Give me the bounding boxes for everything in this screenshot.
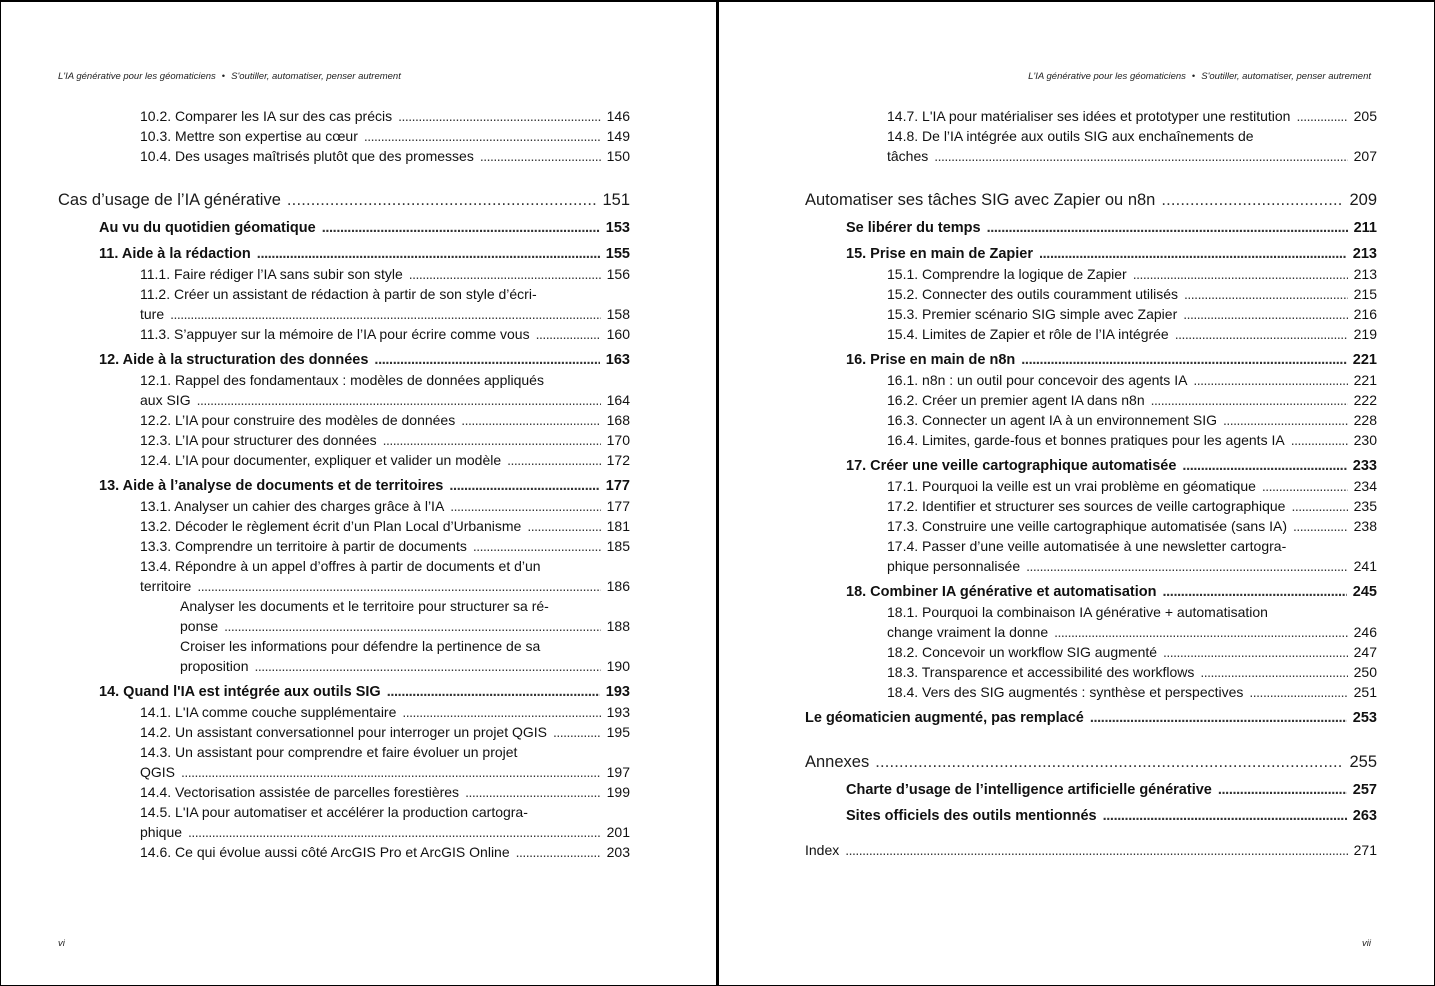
- toc-entry-title: ture: [140, 306, 165, 322]
- dot-leader: [1223, 410, 1348, 430]
- toc-entry-page: 255: [1349, 753, 1377, 771]
- toc-entry-page: 155: [605, 246, 630, 262]
- dot-leader: [374, 350, 599, 370]
- toc-entry-page: 149: [606, 128, 630, 144]
- toc-entry-page: 230: [1353, 432, 1377, 448]
- toc-entry[interactable]: [805, 476, 1377, 496]
- toc-entry-title: aux SIG: [140, 392, 191, 408]
- toc-entry-title-line: 17.4. Passer d’une veille automatisée à une newsletter cartogra-: [887, 538, 1287, 554]
- toc-entry-title: 12.3. L’IA pour structurer des données: [140, 432, 377, 448]
- toc-entry-page: 181: [606, 518, 630, 534]
- dot-leader: [875, 750, 1343, 774]
- dot-leader: [181, 762, 601, 782]
- toc-entry[interactable]: [58, 218, 630, 238]
- toc-entry-title: QGIS: [140, 764, 176, 780]
- dot-leader: [257, 244, 600, 264]
- toc-entry-title: 15. Prise en main de Zapier: [846, 246, 1033, 262]
- toc-entry-page: 160: [606, 326, 630, 342]
- dot-leader: [1262, 476, 1348, 496]
- toc-entry[interactable]: [805, 188, 1377, 212]
- toc-entry-page: 209: [1349, 191, 1377, 209]
- toc-entry-title: Automatiser ses tâches SIG avec Zapier ou n8n: [805, 191, 1156, 209]
- toc-entry[interactable]: [805, 304, 1377, 324]
- toc-entry-title: tâches: [887, 148, 929, 164]
- toc-entry-title: Index: [805, 842, 840, 858]
- toc-entry-page: 203: [606, 844, 630, 860]
- toc-entry-page: 219: [1353, 326, 1377, 342]
- toc-entry-title-line: Analyser les documents et le territoire pour structurer sa ré-: [180, 598, 549, 614]
- toc-entry[interactable]: [58, 682, 630, 702]
- toc-entry[interactable]: [805, 708, 1377, 728]
- toc-entry-page: 213: [1353, 266, 1377, 282]
- dot-leader: [1163, 642, 1348, 662]
- toc-entry-page: 156: [606, 266, 630, 282]
- header-separator: •: [1191, 71, 1196, 82]
- dot-leader: [473, 536, 601, 556]
- toc-entry-title: phique personnalisée: [887, 558, 1021, 574]
- dot-leader: [480, 146, 601, 166]
- toc-entry[interactable]: [58, 264, 630, 284]
- toc-entry-title: 12. Aide à la structuration des données: [99, 352, 369, 368]
- toc-entry-title: 11.1. Faire rédiger l’IA sans subir son style: [140, 266, 403, 282]
- toc-entry-page: 222: [1353, 392, 1377, 408]
- dot-leader: [1021, 350, 1347, 370]
- dot-leader: [1200, 662, 1347, 682]
- dot-leader: [197, 576, 600, 596]
- dot-leader: [450, 496, 600, 516]
- toc-entry-title: 17.2. Identifier et structurer ses sources de veille cartographique: [887, 498, 1286, 514]
- toc-entry-page: 177: [605, 478, 630, 494]
- toc-entry-title: phique: [140, 824, 183, 840]
- dot-leader: [402, 702, 600, 722]
- toc-entry-title: 14.1. L'IA comme couche supplémentaire: [140, 704, 397, 720]
- dot-leader: [387, 682, 600, 702]
- toc-entry-title: Sites officiels des outils mentionnés: [846, 808, 1097, 824]
- dot-leader: [188, 822, 601, 842]
- toc-entry-title: 14.2. Un assistant conversationnel pour interroger un projet QGIS: [140, 724, 547, 740]
- toc-entry-title: 10.2. Comparer les IA sur des cas précis: [140, 108, 393, 124]
- toc-entry[interactable]: [58, 536, 630, 556]
- toc-entry-page: 213: [1352, 246, 1377, 262]
- toc-entry[interactable]: [58, 450, 630, 470]
- dot-leader: [1249, 682, 1347, 702]
- dot-leader: [287, 188, 597, 212]
- toc-entry[interactable]: [805, 390, 1377, 410]
- toc-entry-title-line: 14.3. Un assistant pour comprendre et faire évoluer un projet: [140, 744, 518, 760]
- toc-entry[interactable]: [58, 476, 630, 496]
- dot-leader: [553, 722, 601, 742]
- toc-entry-title-line: 13.4. Répondre à un appel d’offres à partir de documents et d’un: [140, 558, 541, 574]
- toc-entry-title: 11. Aide à la rédaction: [99, 246, 251, 262]
- toc-entry[interactable]: [58, 146, 630, 166]
- toc-entry[interactable]: [805, 806, 1377, 826]
- dot-leader: [1103, 806, 1347, 826]
- dot-leader: [1039, 244, 1347, 264]
- toc-entry-page: 205: [1353, 108, 1377, 124]
- toc-entry-title: territoire: [140, 578, 192, 594]
- toc-entry[interactable]: [58, 324, 630, 344]
- toc-entry-title: 13. Aide à l’analyse de documents et de territoires: [99, 478, 444, 494]
- toc-entry-page: 193: [605, 684, 630, 700]
- dot-leader: [1175, 324, 1348, 344]
- toc-entry-title: 10.4. Des usages maîtrisés plutôt que des promesses: [140, 148, 474, 164]
- toc-entry-page: 197: [606, 764, 630, 780]
- toc-entry[interactable]: [805, 516, 1377, 536]
- toc-entry[interactable]: [58, 636, 630, 676]
- dot-leader: [1162, 582, 1346, 602]
- toc-entry-page: 164: [606, 392, 630, 408]
- right-page: [719, 0, 1435, 986]
- toc-entry[interactable]: [58, 350, 630, 370]
- toc-entry-title: 15.4. Limites de Zapier et rôle de l’IA intégrée: [887, 326, 1169, 342]
- toc-entry[interactable]: [58, 516, 630, 536]
- toc-entry-page: 234: [1353, 478, 1377, 494]
- toc-entry-title: 16.2. Créer un premier agent IA dans n8n: [887, 392, 1145, 408]
- toc-entry[interactable]: [58, 188, 630, 212]
- toc-entry-title: 16.1. n8n : un outil pour concevoir des agents IA: [887, 372, 1188, 388]
- toc-entry-page: 215: [1353, 286, 1377, 302]
- dot-leader: [845, 840, 1347, 860]
- toc-entry-title: 18.2. Concevoir un workflow SIG augmenté: [887, 644, 1158, 660]
- toc-entry-title: proposition: [180, 658, 249, 674]
- toc-entry-page: 207: [1353, 148, 1377, 164]
- toc-entry[interactable]: [58, 802, 630, 842]
- toc-entry-title: 12.2. L’IA pour construire des modèles de données: [140, 412, 456, 428]
- dot-leader: [934, 146, 1347, 166]
- toc-entry-page: 146: [606, 108, 630, 124]
- toc-entry[interactable]: [58, 596, 630, 636]
- toc-entry-title-line: 12.1. Rappel des fondamentaux : modèles de données appliqués: [140, 372, 544, 388]
- toc-entry-page: 216: [1353, 306, 1377, 322]
- toc-entry[interactable]: [805, 582, 1377, 602]
- toc-entry[interactable]: [805, 456, 1377, 476]
- toc-entry-title: Se libérer du temps: [846, 220, 981, 236]
- toc-entry[interactable]: [805, 662, 1377, 682]
- dot-leader: [1296, 106, 1347, 126]
- toc-entry[interactable]: [805, 536, 1377, 576]
- toc-entry-page: 172: [606, 452, 630, 468]
- toc-entry-page: 271: [1353, 842, 1377, 858]
- dot-leader: [1161, 188, 1343, 212]
- book-subtitle: S'outiller, automatiser, penser autrement: [231, 71, 401, 82]
- toc-entry-page: 221: [1352, 352, 1377, 368]
- toc-entry-page: 199: [606, 784, 630, 800]
- toc-entry[interactable]: [58, 842, 630, 862]
- toc-entry-title: 18.3. Transparence et accessibilité des workflows: [887, 664, 1195, 680]
- table-of-contents: [58, 106, 630, 862]
- toc-entry-title: ponse: [180, 618, 219, 634]
- toc-entry[interactable]: [805, 840, 1377, 860]
- book-title: L'IA générative pour les géomaticiens: [1028, 71, 1186, 82]
- toc-entry[interactable]: [805, 780, 1377, 800]
- toc-entry-page: 245: [1352, 584, 1377, 600]
- toc-entry-page: 186: [606, 578, 630, 594]
- toc-entry-page: 253: [1352, 710, 1377, 726]
- running-head: [58, 71, 401, 82]
- toc-entry-title: 15.2. Connecter des outils couramment utilisés: [887, 286, 1179, 302]
- toc-entry-title-line: 11.2. Créer un assistant de rédaction à partir de son style d’écri-: [140, 286, 537, 302]
- running-head: [1028, 71, 1371, 82]
- toc-entry[interactable]: [805, 106, 1377, 126]
- toc-entry[interactable]: [805, 682, 1377, 702]
- dot-leader: [1026, 556, 1348, 576]
- toc-entry-title: 18.4. Vers des SIG augmentés : synthèse et perspectives: [887, 684, 1244, 700]
- toc-entry-title: 14. Quand l'IA est intégrée aux outils SIG: [99, 684, 381, 700]
- toc-entry[interactable]: [805, 496, 1377, 516]
- book-title: L'IA générative pour les géomaticiens: [58, 71, 216, 82]
- toc-entry-title: 13.1. Analyser un cahier des charges grâce à l’IA: [140, 498, 445, 514]
- toc-entry-title: Cas d’usage de l’IA générative: [58, 191, 281, 209]
- toc-entry-title: Le géomaticien augmenté, pas remplacé: [805, 710, 1084, 726]
- dot-leader: [398, 106, 601, 126]
- toc-entry[interactable]: [805, 410, 1377, 430]
- toc-entry-title: 14.7. L'IA pour matérialiser ses idées et prototyper une restitution: [887, 108, 1291, 124]
- toc-entry-page: 221: [1353, 372, 1377, 388]
- toc-entry-page: 263: [1352, 808, 1377, 824]
- dot-leader: [322, 218, 600, 238]
- toc-entry-page: 190: [606, 658, 630, 674]
- toc-entry-title: 14.6. Ce qui évolue aussi côté ArcGIS Pro et ArcGIS Online: [140, 844, 510, 860]
- dot-leader: [1184, 284, 1348, 304]
- toc-entry-page: 233: [1352, 458, 1377, 474]
- toc-entry-title: 15.1. Comprendre la logique de Zapier: [887, 266, 1127, 282]
- toc-entry[interactable]: [805, 602, 1377, 642]
- header-separator: •: [221, 71, 226, 82]
- dot-leader: [383, 430, 601, 450]
- toc-entry-page: 251: [1353, 684, 1377, 700]
- toc-entry-page: 238: [1353, 518, 1377, 534]
- dot-leader: [1291, 496, 1347, 516]
- toc-entry-page: 257: [1352, 782, 1377, 798]
- toc-entry-title: Charte d’usage de l’intelligence artificielle générative: [846, 782, 1212, 798]
- toc-entry[interactable]: [58, 106, 630, 126]
- dot-leader: [1133, 264, 1348, 284]
- toc-entry-title: Au vu du quotidien géomatique: [99, 220, 316, 236]
- dot-leader: [197, 390, 601, 410]
- toc-entry-title: 10.3. Mettre son expertise au cœur: [140, 128, 358, 144]
- toc-entry[interactable]: [805, 126, 1377, 166]
- dot-leader: [1218, 780, 1347, 800]
- toc-entry-page: 168: [606, 412, 630, 428]
- toc-entry-page: 163: [605, 352, 630, 368]
- toc-entry-page: 153: [605, 220, 630, 236]
- dot-leader: [507, 450, 601, 470]
- toc-entry-title: 12.4. L’IA pour documenter, expliquer et valider un modèle: [140, 452, 502, 468]
- dot-leader: [1193, 370, 1347, 390]
- dot-leader: [987, 218, 1348, 238]
- dot-leader: [536, 324, 601, 344]
- toc-entry[interactable]: [58, 410, 630, 430]
- toc-entry[interactable]: [58, 430, 630, 450]
- toc-entry[interactable]: [805, 218, 1377, 238]
- toc-entry-title: 13.3. Comprendre un territoire à partir de documents: [140, 538, 467, 554]
- toc-entry-page: 201: [606, 824, 630, 840]
- left-page: [0, 0, 716, 986]
- toc-entry-page: 185: [606, 538, 630, 554]
- toc-entry[interactable]: [805, 264, 1377, 284]
- toc-entry-title: 16.3. Connecter un agent IA à un environnement SIG: [887, 412, 1217, 428]
- dot-leader: [1054, 622, 1348, 642]
- toc-entry[interactable]: [805, 430, 1377, 450]
- toc-entry-title: 18. Combiner IA générative et automatisation: [846, 584, 1157, 600]
- dot-leader: [465, 782, 601, 802]
- toc-entry[interactable]: [58, 722, 630, 742]
- toc-entry-title-line: 14.5. L'IA pour automatiser et accélérer la production cartogra-: [140, 804, 528, 820]
- toc-entry-title: change vraiment la donne: [887, 624, 1049, 640]
- toc-entry-page: 235: [1353, 498, 1377, 514]
- toc-entry[interactable]: [58, 496, 630, 516]
- toc-entry-title: 17. Créer une veille cartographique automatisée: [846, 458, 1177, 474]
- dot-leader: [255, 656, 601, 676]
- toc-entry-title: 17.1. Pourquoi la veille est un vrai problème en géomatique: [887, 478, 1256, 494]
- toc-entry[interactable]: [58, 244, 630, 264]
- toc-entry[interactable]: [58, 370, 630, 410]
- dot-leader: [364, 126, 601, 146]
- toc-entry-page: 211: [1353, 220, 1377, 236]
- toc-entry-title: 16. Prise en main de n8n: [846, 352, 1016, 368]
- toc-entry[interactable]: [58, 126, 630, 146]
- dot-leader: [1182, 456, 1346, 476]
- toc-entry-page: 241: [1353, 558, 1377, 574]
- book-subtitle: S'outiller, automatiser, penser autrement: [1201, 71, 1371, 82]
- toc-entry-page: 151: [602, 191, 630, 209]
- toc-entry-page: 247: [1353, 644, 1377, 660]
- dot-leader: [461, 410, 600, 430]
- dot-leader: [1293, 516, 1348, 536]
- toc-entry[interactable]: [805, 642, 1377, 662]
- page-number: vii: [1362, 938, 1371, 949]
- toc-entry-page: 195: [606, 724, 630, 740]
- toc-entry-title: 13.2. Décoder le règlement écrit d’un Plan Local d’Urbanisme: [140, 518, 522, 534]
- dot-leader: [1291, 430, 1348, 450]
- toc-entry[interactable]: [58, 556, 630, 596]
- toc-entry[interactable]: [805, 370, 1377, 390]
- dot-leader: [409, 264, 601, 284]
- toc-entry-title: 16.4. Limites, garde-fous et bonnes pratiques pour les agents IA: [887, 432, 1285, 448]
- toc-entry-page: 158: [606, 306, 630, 322]
- toc-entry-title-line: 14.8. De l’IA intégrée aux outils SIG aux enchaînements de: [887, 128, 1254, 144]
- toc-entry-title: 15.3. Premier scénario SIG simple avec Zapier: [887, 306, 1178, 322]
- toc-entry-title: 11.3. S’appuyer sur la mémoire de l’IA pour écrire comme vous: [140, 326, 530, 342]
- toc-entry-title: 14.4. Vectorisation assistée de parcelles forestières: [140, 784, 460, 800]
- toc-entry-page: 246: [1353, 624, 1377, 640]
- table-of-contents: [805, 106, 1377, 860]
- dot-leader: [1183, 304, 1347, 324]
- dot-leader: [224, 616, 600, 636]
- dot-leader: [527, 516, 600, 536]
- toc-entry-page: 188: [606, 618, 630, 634]
- toc-entry-page: 193: [606, 704, 630, 720]
- toc-entry-title: Annexes: [805, 753, 870, 771]
- dot-leader: [170, 304, 601, 324]
- toc-entry-page: 177: [606, 498, 630, 514]
- dot-leader: [1090, 708, 1347, 728]
- dot-leader: [449, 476, 599, 496]
- dot-leader: [1151, 390, 1348, 410]
- toc-entry[interactable]: [805, 324, 1377, 344]
- toc-entry[interactable]: [805, 750, 1377, 774]
- dot-leader: [516, 842, 601, 862]
- toc-entry[interactable]: [58, 284, 630, 324]
- toc-entry-page: 170: [606, 432, 630, 448]
- toc-entry[interactable]: [805, 244, 1377, 264]
- toc-entry-title: 17.3. Construire une veille cartographique automatisée (sans IA): [887, 518, 1287, 534]
- toc-entry-title-line: 18.1. Pourquoi la combinaison IA générative + automatisation: [887, 604, 1268, 620]
- toc-entry[interactable]: [805, 284, 1377, 304]
- toc-entry-page: 250: [1353, 664, 1377, 680]
- toc-entry-title-line: Croiser les informations pour défendre la pertinence de sa: [180, 638, 541, 654]
- toc-entry[interactable]: [805, 350, 1377, 370]
- toc-entry[interactable]: [58, 742, 630, 782]
- toc-entry[interactable]: [58, 782, 630, 802]
- toc-entry-page: 150: [606, 148, 630, 164]
- page-number: vi: [58, 938, 65, 949]
- toc-entry[interactable]: [58, 702, 630, 722]
- toc-entry-page: 228: [1353, 412, 1377, 428]
